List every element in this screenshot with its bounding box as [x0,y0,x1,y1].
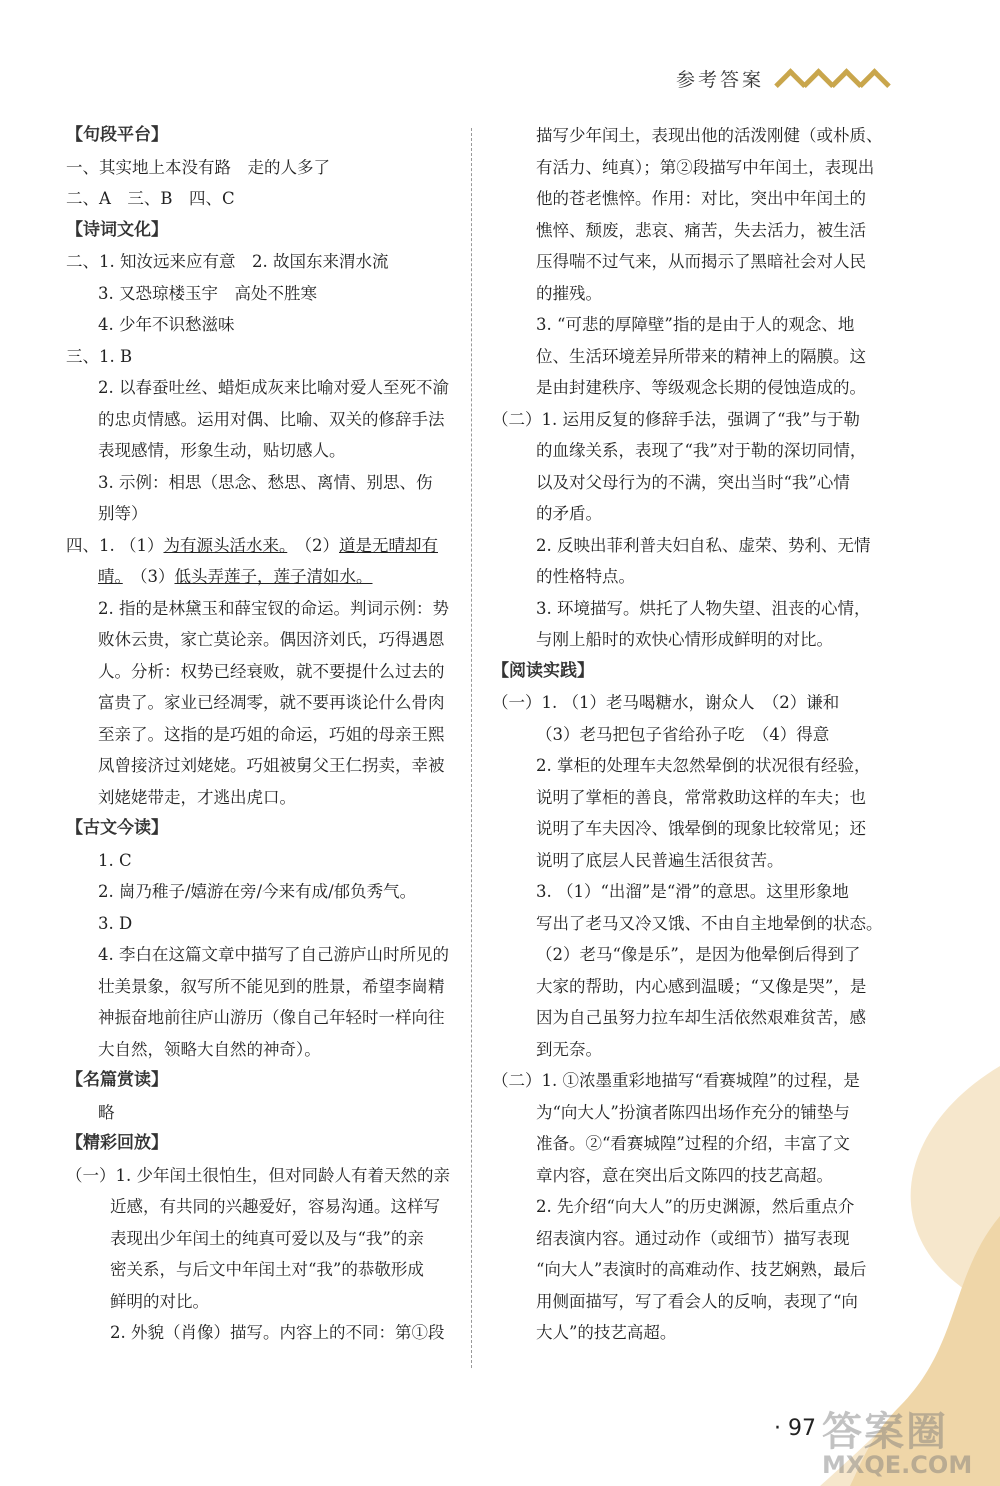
answer-line: （3）老马把包子省给孙子吃 （4）得意 [536,724,830,744]
section-heading: 【诗词文化】 [66,219,168,240]
answer-line: 3. D [98,913,133,933]
answer-line: 二、1. 知汝远来应有意 2. 故国东来渭水流 [66,252,389,271]
column-divider [471,128,472,1368]
answer-line: 3. 环境描写。烘托了人物失望、沮丧的心情， [536,598,871,618]
answer-line: 晴。 （3）低头弄莲子，莲子清如水。 [98,567,373,586]
answer-line: 大人”的技艺高超。 [536,1323,677,1342]
answer-line: 3. “可悲的厚障壁”指的是由于人的观念、地 [536,315,855,334]
answer-line: （2）老马“像是乐”，是因为他晕倒后得到了 [536,945,861,964]
answer-line: 位、生活环境差异所带来的精神上的隔膜。这 [536,346,866,366]
page-header [676,58,890,98]
answer-line: 3. 示例：相思（思念、愁思、离情、别思、伤 [98,472,433,492]
answer-line: 一、其实地上本没有路 走的人多了 [66,157,330,177]
answer-line: 为“向大人”扮演者陈四出场作充分的铺垫与 [536,1102,850,1122]
answer-line: 2. 崗乃稚子/嬉游在旁/今来有成/郁负秀气。 [98,882,417,901]
underlined-answer: 道是无晴却有 [339,535,438,555]
answer-line: 3. （1）“出溜”是“滑”的意思。这里形象地 [536,882,849,901]
answer-line: 说明了底层人民普遍生活很贫苦。 [536,850,784,870]
section-heading: 【阅读实践】 [492,660,594,681]
answer-line: 说明了车夫因冷、饿晕倒的现象比较常见；还 [536,819,866,838]
answer-line: 4. 少年不识愁滋味 [98,315,235,334]
answer-line: 2. 指的是林黛玉和薛宝钗的命运。判词示例：势 [98,598,449,618]
section-heading: 【古文今读】 [66,818,168,838]
answer-line: 有活力、纯真）；第②段描写中年闰土，表现出 [536,157,875,177]
watermark-url: MXQE.COM [822,1451,973,1479]
answer-line: 三、1. B [66,346,133,366]
answer-line: 二、A 三、B 四、C [66,189,235,208]
answer-line: 准备。②“看赛城隍”过程的介绍，丰富了文 [536,1134,850,1153]
answer-line: 富贵了。家业已经凋零，就不要再谈论什么骨肉 [98,693,445,712]
answer-line: 绍表演内容。通过动作（或细节）描写表现 [536,1228,850,1248]
header-title: 参考答案 [675,68,764,91]
answer-line: 鲜明的对比。 [110,1291,209,1311]
answer-line: 3. 又恐琼楼玉宇 高处不胜寒 [98,283,317,303]
site-watermark [822,1400,972,1479]
answer-line: 的性格特点。 [536,567,635,586]
right-column [492,120,884,1349]
answer-line: 人。分析：权势已经衰败，就不要提什么过去的 [98,661,445,681]
answer-line: 到无奈。 [536,1039,602,1059]
answer-line: 2. 外貌（肖像）描写。内容上的不同：第①段 [110,1323,445,1342]
answer-line: 凤曾接济过刘姥姥。巧姐被舅父王仁拐卖，幸被 [98,756,445,775]
answer-line: 2. 掌柜的处理车夫忽然晕倒的状况很有经验， [536,756,871,775]
answer-line: 刘姥姥带走，才逃出虎口。 [98,787,296,807]
answer-line: 4. 李白在这篇文章中描写了自己游庐山时所见的 [98,945,449,964]
answer-line: 至亲了。这指的是巧姐的命运，巧姐的母亲王熙 [98,724,445,744]
answer-line: 以及对父母行为的不满，突出当时“我”心情 [536,472,850,492]
underlined-answer: 为有源头活水来。 [163,535,288,555]
answer-line: 大家的帮助，内心感到温暖；“又像是哭”，是 [536,976,867,996]
answer-line: 压得喘不过气来，从而揭示了黑暗社会对人民 [536,252,866,271]
answer-line: 壮美景象，叙写所不能见到的胜景，希望李崗精 [98,976,445,996]
answer-line: 的忠贞情感。运用对偶、比喻、双关的修辞手法 [98,409,445,429]
answer-line: 2. 反映出菲利普夫妇自私、虚荣、势利、无情 [536,535,871,555]
answer-line: 神振奋地前往庐山游历（像自己年轻时一样向往 [98,1008,445,1027]
page-number: · 97 [774,1416,816,1441]
answer-line: 的血缘关系，表现了“我”对于勒的深切同情， [536,441,867,460]
answer-line: 的矛盾。 [536,504,602,523]
header-chevrons-icon [778,67,890,89]
section-heading: 【名篇赏读】 [66,1070,168,1090]
underlined-answer: 晴。 [98,567,123,586]
answer-line: 的摧残。 [536,283,602,303]
answer-line: 他的苍老憔悴。作用：对比，突出中年闰土的 [536,189,866,208]
answer-line: “向大人”表演时的高难动作、技艺娴熟，最后 [536,1260,867,1279]
answer-line: （二）1. 运用反复的修辞手法，强调了“我”与于勒 [492,409,860,429]
section-heading: 【句段平台】 [66,125,168,145]
answer-line: 与刚上船时的欢快心情形成鲜明的对比。 [536,630,833,649]
answer-line: 表现出少年闰土的纯真可爱以及与“我”的亲 [110,1228,424,1248]
section-heading: 【精彩回放】 [66,1133,168,1153]
answer-line: 憔悴、颓废，悲哀、痛苦，失去活力，被生活 [536,220,866,240]
answer-line: 描写少年闰土，表现出他的活泼刚健（或朴质、 [536,126,883,145]
answer-line: 章内容，意在突出后文陈四的技艺高超。 [536,1165,833,1185]
answer-line: （二）1. ①浓墨重彩地描写“看赛城隍”的过程，是 [492,1071,860,1090]
answer-line: 大自然，领略大自然的神奇）。 [98,1039,321,1059]
left-column [66,120,458,1349]
answer-line: 败休云贵，家亡莫论亲。偶因济刘氏，巧得遇恩 [98,630,445,649]
answer-line: 是由封建秩序、等级观念长期的侵蚀造成的。 [536,378,866,397]
answer-line: 略 [98,1102,115,1122]
answer-line: 说明了掌柜的善良，常常救助这样的车夫；也 [536,787,866,807]
answer-line: 2. 以春蚕吐丝、蜡炬成灰来比喻对爱人至死不渝 [98,378,449,397]
answer-line: 近感，有共同的兴趣爱好，容易沟通。这样写 [110,1197,440,1216]
answer-line: 因为自己虽努力拉车却生活依然艰难贫苦，感 [536,1008,866,1027]
answer-line: 用侧面描写，写了看会人的反响，表现了“向 [536,1291,858,1311]
watermark-logo-text: 答案圈 [822,1409,948,1455]
answer-line: 1. C [98,850,132,870]
answer-line: （一）1. （1）老马喝糖水，谢众人 （2）谦和 [492,693,840,712]
answer-line: （一）1. 少年闰土很怕生，但对同龄人有着天然的亲 [66,1165,450,1185]
answer-line: 密关系，与后文中年闰土对“我”的恭敬形成 [110,1260,424,1279]
answer-line: 2. 先介绍“向大人”的历史渊源，然后重点介 [536,1197,855,1216]
answer-line: 写出了老马又冷又饿、不由自主地晕倒的状态。 [536,913,883,933]
answer-line: 表现感情，形象生动，贴切感人。 [98,441,346,460]
answer-line: 四、1. （1）为有源头活水来。 （2）道是无晴却有 [66,535,438,555]
underlined-answer: 低头弄莲子，莲子清如水。 [174,567,373,586]
answer-line: 别等） [98,504,148,523]
